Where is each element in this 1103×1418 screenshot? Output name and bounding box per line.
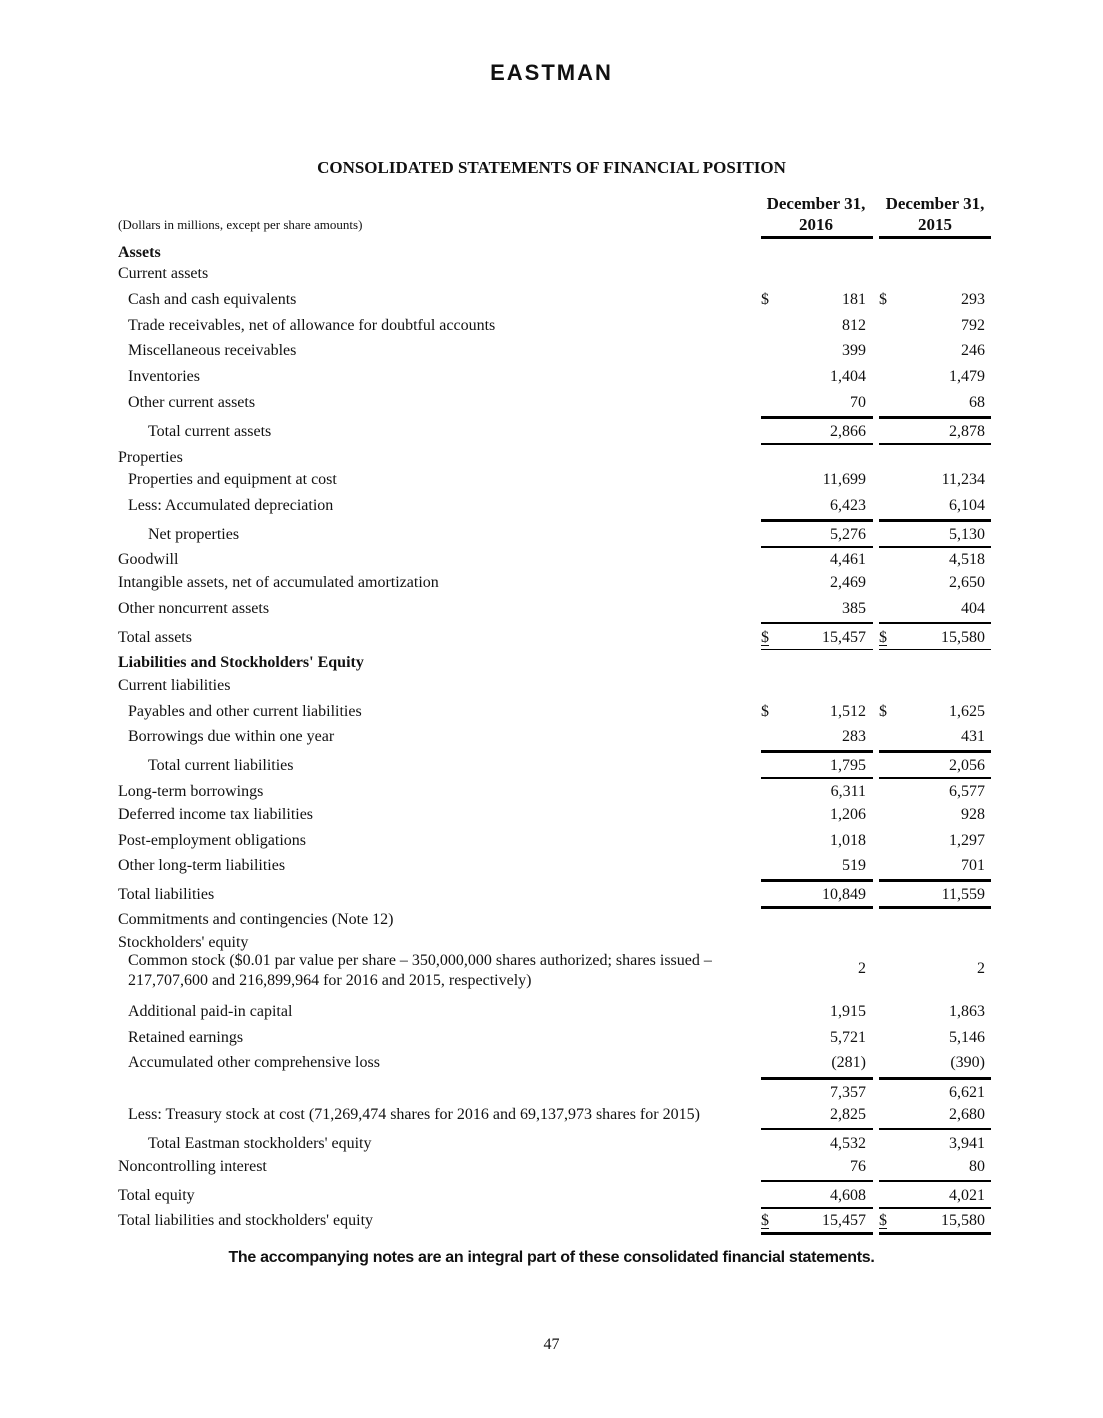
value-2015: 80 [969,1158,985,1175]
value-2015: 431 [961,728,985,745]
row-label: Commitments and contingencies (Note 12) [118,911,394,928]
value-2015: 5,130 [949,526,985,543]
value-2015: 404 [961,600,985,617]
value-2015: 6,621 [949,1084,985,1101]
value-2016: 1,915 [830,1003,866,1020]
value-2016: 2,866 [830,423,866,440]
value-2016: 70 [850,394,866,411]
value-2015: 2,056 [949,757,985,774]
row-label: Additional paid-in capital [128,1003,293,1020]
rule-above-2015 [879,879,991,882]
row-label: Deferred income tax liabilities [118,806,314,823]
row-label: Current liabilities [118,677,231,694]
rule-below-2015 [879,1232,991,1235]
value-2016: 1,404 [830,368,866,385]
value-2016: 2,469 [830,574,866,591]
rule-above-2016 [761,519,873,522]
row-label: Post-employment obligations [118,832,306,849]
value-2015: 68 [969,394,985,411]
value-2016: 6,311 [830,783,866,800]
value-2015: 4,021 [949,1187,985,1204]
value-2016: 399 [842,342,866,359]
value-2015: 1,625 [949,703,985,720]
rule-below-2015 [879,443,991,445]
value-2016: 1,795 [830,757,866,774]
value-2016: 1,206 [830,806,866,823]
column-header-2016-year: 2016 [799,215,833,234]
rule-above-2015 [879,622,991,624]
value-2015: 2,878 [949,423,985,440]
row-label: Total assets [118,629,192,646]
row-label: Total liabilities and stockholders' equity [118,1212,374,1229]
rule-below-2016 [761,443,873,445]
row-label: Total Eastman stockholders' equity [148,1135,372,1152]
value-2015: 792 [961,317,985,334]
dollar-sign-2016: $ [761,629,769,646]
value-2016: 15,457 [822,629,866,646]
column-header-rule-2015 [879,236,991,239]
row-label: Other noncurrent assets [118,600,270,617]
dollar-sign-2015: $ [879,629,887,646]
row-label: Properties [118,449,183,466]
row-label: Total current liabilities [148,757,294,774]
eastman-logo: EASTMAN [490,60,613,85]
row-label: Payables and other current liabilities [128,703,362,720]
rule-above-2016 [761,1128,873,1130]
value-2015: 246 [961,342,985,359]
rule-above-2016 [761,416,873,419]
units-note: (Dollars in millions, except per share amounts) [118,217,363,232]
value-2015: 4,518 [949,551,985,568]
value-2015: 11,234 [941,471,985,488]
value-2016: 1,018 [830,832,866,849]
value-2015: 15,580 [941,1212,985,1229]
row-label: Total equity [118,1187,195,1204]
row-label: Other current assets [128,394,256,411]
rule-below-2016 [761,1232,873,1235]
column-header-rule-2016 [761,236,873,239]
value-2015: 3,941 [949,1135,985,1152]
row-label: Properties and equipment at cost [128,471,337,488]
dollar-sign-2016: $ [761,1212,769,1229]
row-label: Current assets [118,265,209,282]
rule-above-2015 [879,519,991,522]
value-2015: 6,577 [949,783,985,800]
value-2015: 293 [961,291,985,308]
column-header-2015 [874,193,996,235]
row-label: Other long-term liabilities [118,857,286,874]
row-label: Cash and cash equivalents [128,291,297,308]
rule-below-2016 [761,1207,873,1209]
rule-below-2015 [879,649,991,650]
value-2016: 5,721 [830,1029,866,1046]
dollar-sign-2016: $ [761,291,769,308]
value-2015: 11,559 [941,886,985,903]
value-2015: 6,104 [949,497,985,514]
value-2015: 928 [961,806,985,823]
row-label: Liabilities and Stockholders' Equity [118,654,364,671]
statement-title: CONSOLIDATED STATEMENTS OF FINANCIAL POSITION [317,158,786,177]
value-2015: 1,479 [949,368,985,385]
value-2016: 6,423 [830,497,866,514]
value-2015: 701 [961,857,985,874]
row-label: Stockholders' equity [118,934,249,951]
value-2016: 7,357 [830,1084,866,1101]
row-label: Net properties [148,526,240,543]
rule-above-2015 [879,1180,991,1182]
value-2015: (390) [950,1054,985,1071]
rule-above-2015 [879,1077,991,1080]
value-2015: 15,580 [941,629,985,646]
row-label: Common stock ($0.01 par value per share – 350,000,000 shares authorized; shares issued – [128,952,712,969]
dollar-sign-2015: $ [879,291,887,308]
value-2016: 385 [842,600,866,617]
value-2015: 2 [977,960,985,977]
rule-below-2015 [879,777,991,779]
row-label: Borrowings due within one year [128,728,335,745]
row-label: Intangible assets, net of accumulated amortization [118,574,439,591]
value-2016: 76 [850,1158,866,1175]
value-2016: 812 [842,317,866,334]
footer-note: The accompanying notes are an integral part of these consolidated financial statements. [228,1249,875,1266]
row-label: Noncontrolling interest [118,1158,267,1175]
value-2016: 2,825 [830,1106,866,1123]
dollar-sign-2016: $ [761,703,769,720]
value-2016: (281) [831,1054,866,1071]
value-2016: 4,461 [830,551,866,568]
value-2016: 2 [858,960,866,977]
value-2016: 181 [842,291,866,308]
rule-above-2016 [761,1077,873,1080]
row-label: Miscellaneous receivables [128,342,297,359]
rule-above-2016 [761,622,873,624]
row-label: Inventories [128,368,200,385]
value-2016: 1,512 [830,703,866,720]
row-label-continued: 217,707,600 and 216,899,964 for 2016 and 2015, respectively) [128,972,532,989]
row-label: Less: Treasury stock at cost (71,269,474 shares for 2016 and 69,137,973 shares for 2015) [128,1106,700,1123]
rule-below-2016 [761,649,873,650]
rule-above-2016 [761,879,873,882]
value-2016: 4,532 [830,1135,866,1152]
row-label: Total current assets [148,423,272,440]
rule-above-2016 [761,1180,873,1182]
rule-above-2016 [761,750,873,753]
row-label: Trade receivables, net of allowance for doubtful accounts [128,317,496,334]
rule-below-2015 [879,1207,991,1209]
dollar-sign-2015: $ [879,1212,887,1229]
value-2016: 10,849 [822,886,866,903]
rule-below-2016 [761,777,873,779]
column-header-2016-line1: December 31, [766,194,866,213]
row-label: Accumulated other comprehensive loss [128,1054,380,1071]
row-label: Total liabilities [118,886,215,903]
value-2015: 1,863 [949,1003,985,1020]
rule-above-2015 [879,416,991,419]
column-header-2015-year: 2015 [918,215,952,234]
row-label: Long-term borrowings [118,783,264,800]
rule-above-2015 [879,1128,991,1130]
value-2016: 283 [842,728,866,745]
rule-below-2015 [879,546,991,548]
value-2015: 1,297 [949,832,985,849]
value-2016: 11,699 [822,471,866,488]
column-header-2016 [755,193,877,235]
page-number: 47 [543,1336,560,1353]
row-label: Assets [118,244,161,261]
rule-above-2015 [879,750,991,753]
row-label: Retained earnings [128,1029,244,1046]
value-2016: 4,608 [830,1187,866,1204]
row-label: Less: Accumulated depreciation [128,497,334,514]
value-2015: 5,146 [949,1029,985,1046]
row-label: Goodwill [118,551,179,568]
rule-below-2016 [761,906,873,909]
value-2015: 2,680 [949,1106,985,1123]
rule-below-2015 [879,906,991,909]
value-2015: 2,650 [949,574,985,591]
dollar-sign-2015: $ [879,703,887,720]
column-header-2015-line1: December 31, [885,194,985,213]
rule-below-2016 [761,546,873,548]
value-2016: 519 [842,857,866,874]
value-2016: 5,276 [830,526,866,543]
value-2016: 15,457 [822,1212,866,1229]
